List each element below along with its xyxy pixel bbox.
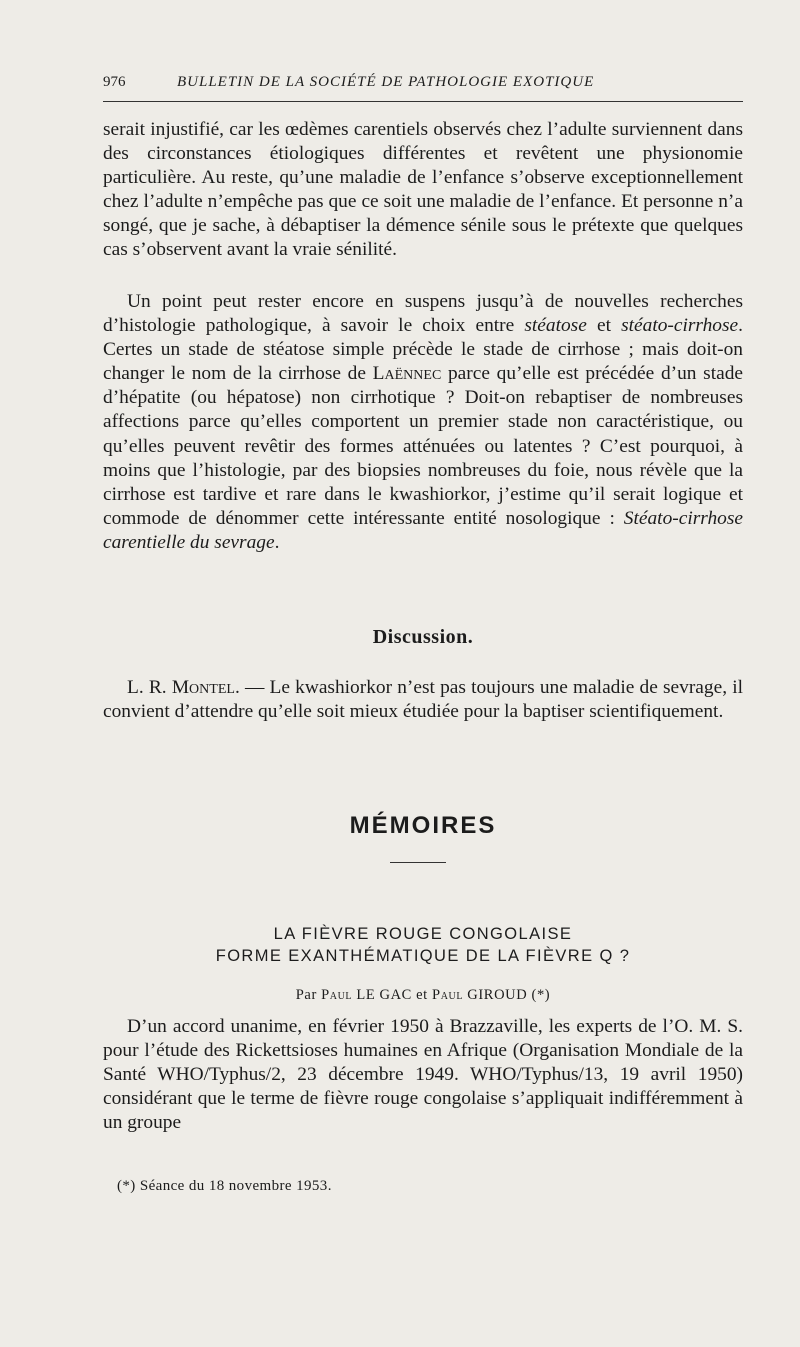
author-1-last: LE GAC et [352, 987, 433, 1003]
p2-text-end: . [274, 531, 280, 553]
author-2-first: Paul [432, 987, 464, 1003]
article-title-line-2: FORME EXANTHÉMATIQUE DE LA FIÈVRE Q ? [215, 947, 631, 965]
p2-text-d: parce qu’elle est précédée d’un stade d’hépatite (ou hépatose) non cirrhotique ? Doit-on rebaptiser de nombreuses affections parce qu’elles comportent un premier stade non caractéristique, ou qu’elles peuvent revêtir des formes atténuées ou latentes ? C’est pourquoi, à moins que l’histologie, par des biopsies nombreuses du foie, nous révèle que la cirrhose est tardive et rare dans le kwashiorkor, j’estime qu’il serait logique et commode de dénommer cette intéressante entité nosologique : [103, 363, 744, 529]
byline-par: Par [295, 987, 322, 1003]
proposed-term: Stéato-cirrhose carentielle du sevrage [103, 507, 743, 553]
article-intro-paragraph: D’un accord unanime, en février 1950 à Brazzaville, les experts de l’O. M. S. pour l’étude des Rickettsioses humaines en Afrique (Organisation Mondiale de la Santé WHO/Typhus/2, 23 décembre 1949. WHO/Typhus/13, 19 avril 1950) considérant que le terme de fièvre rouge congolaise s’appliquait indifféremment à un groupe [103, 1016, 743, 1134]
section-divider [390, 862, 446, 863]
paragraph-1: serait injustifié, car les œdèmes carentiels observés chez l’adulte surviennent dans des circonstances étiologiques différentes et revêtent une physionomie particulière. Au reste, qu’une maladie de l’enfance s’observe exceptionnellement chez l’adulte n’empêche pas que ce soit une maladie de l’enfance. Et personne n’a songé, que je sache, à débaptiser la démence sénile sous le prétexte que quelques cas s’observent avant la vraie sénilité. [103, 119, 743, 261]
article-byline [103, 987, 743, 1004]
p2-text-c: . Certes un stade de stéatose simple précède le stade de cirrhose ; mais doit-on changer le nom de la cirrhose de [103, 315, 743, 385]
p2-text-b: et [586, 315, 622, 337]
paragraph-2 [103, 290, 743, 555]
speaker-name: Montel [171, 677, 235, 698]
discussion-text: . — Le kwashiorkor n’est pas toujours une maladie de sevrage, il convient d’attendre qu’elle soit mieux étudiée pour la baptiser scientifiquement. [103, 677, 743, 723]
memoires-heading: MÉMOIRES [349, 812, 497, 839]
journal-title: BULLETIN DE LA SOCIÉTÉ DE PATHOLOGIE EXOTIQUE [177, 74, 595, 90]
term-steato-cirrhose: stéato-cirrhose [621, 315, 739, 337]
page-number: 976 [103, 74, 126, 90]
p2-text-a: Un point peut rester encore en suspens jusqu’à de nouvelles recherches d’histologie pathologique, à savoir le choix entre [103, 291, 743, 337]
header-rule [103, 101, 743, 102]
author-1-first: Paul [321, 987, 353, 1003]
discussion-heading: Discussion. [372, 626, 474, 648]
speaker-initials: L. R. [127, 677, 172, 698]
discussion-paragraph [103, 676, 743, 724]
author-2-last: GIROUD (*) [463, 987, 551, 1003]
term-steatose: stéatose [524, 315, 587, 337]
footnote: (*) Séance du 18 novembre 1953. [117, 1178, 332, 1194]
author-laennec: Laënnec [372, 363, 442, 385]
article-title-line-1: LA FIÈVRE ROUGE CONGOLAISE [273, 925, 573, 943]
